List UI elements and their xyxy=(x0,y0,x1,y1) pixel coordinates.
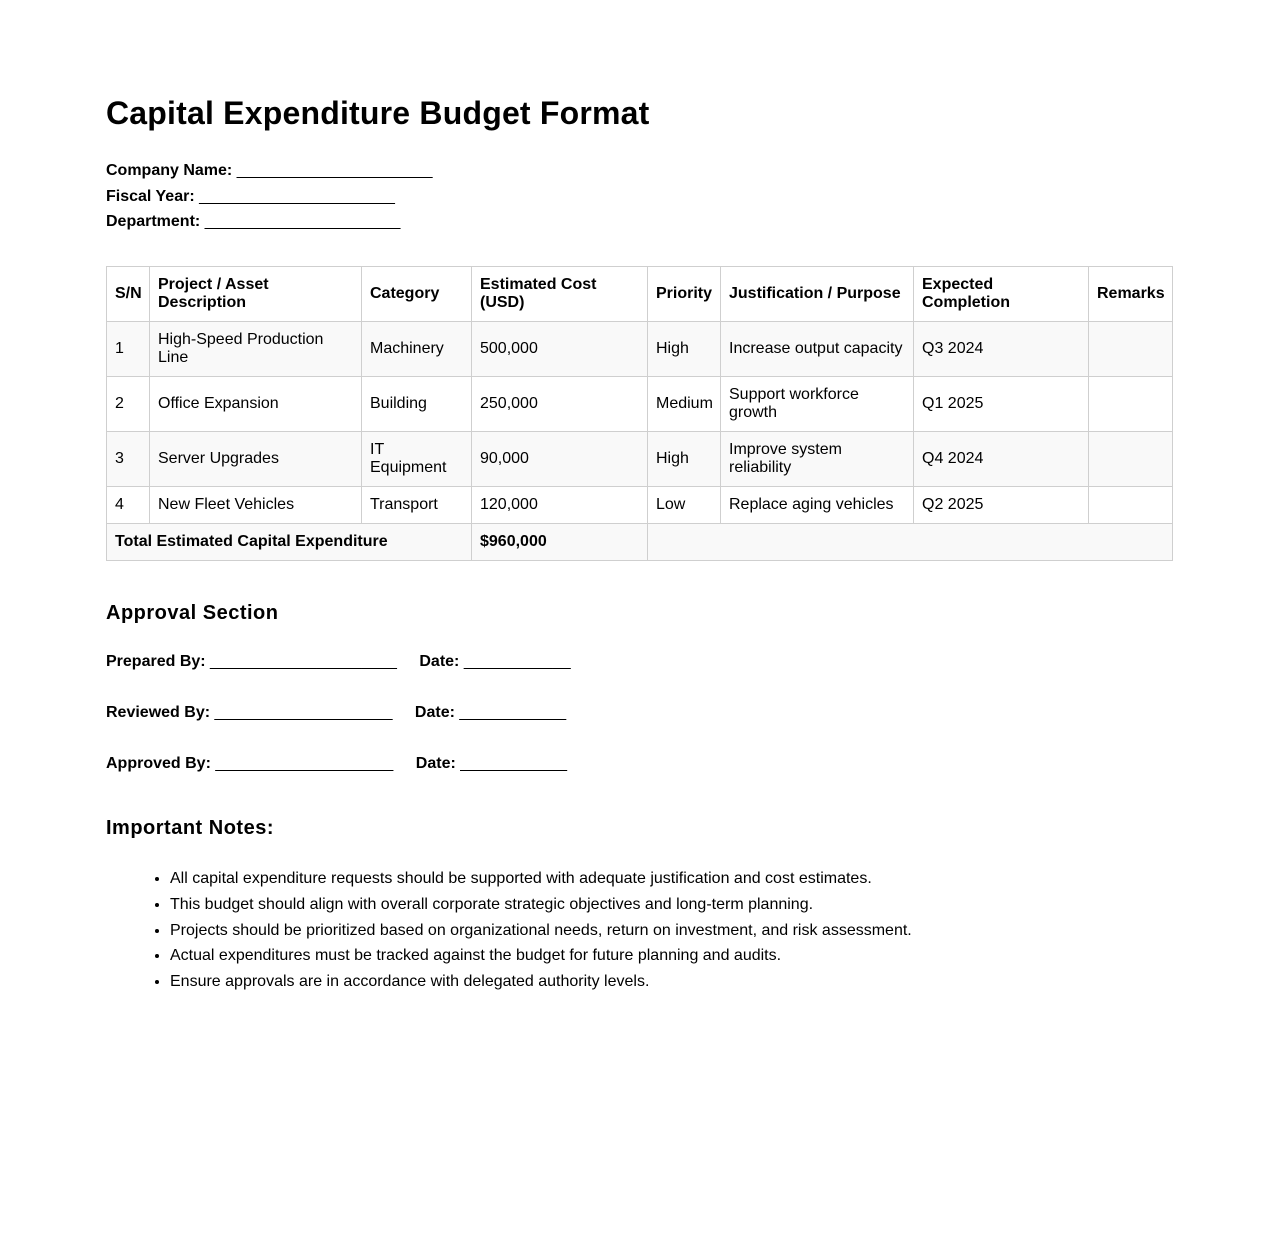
department-label: Department: xyxy=(106,213,201,230)
column-header-remarks: Remarks xyxy=(1089,267,1173,322)
table-row xyxy=(107,322,1173,377)
list-item: • Ensure approvals are in accordance with delegated authority levels. xyxy=(170,969,912,995)
cell-sn: 2 xyxy=(107,377,150,432)
company-name-field xyxy=(106,161,432,187)
cell-description: High-Speed Production Line xyxy=(150,322,362,377)
cell-completion: Q1 2025 xyxy=(914,377,1089,432)
department-blank: ______________________ xyxy=(204,213,401,230)
column-header-description: Project / Asset Description xyxy=(150,267,362,322)
cell-description: Server Upgrades xyxy=(150,432,362,487)
column-header-category: Category xyxy=(362,267,472,322)
total-label: Total Estimated Capital Expenditure xyxy=(107,524,472,561)
cell-cost: 500,000 xyxy=(472,322,648,377)
cell-sn: 1 xyxy=(107,322,150,377)
reviewed-by-row xyxy=(106,703,566,723)
prepared-date-blank: ____________ xyxy=(463,653,571,670)
fiscal-year-label: Fiscal Year: xyxy=(106,187,195,205)
fiscal-year-field xyxy=(106,187,432,213)
department-field xyxy=(106,212,432,238)
cell-cost: 90,000 xyxy=(472,432,648,487)
cell-remarks xyxy=(1089,432,1173,487)
notes-list xyxy=(106,866,912,995)
column-header-sn: S/N xyxy=(107,267,150,322)
important-notes-heading: Important Notes: xyxy=(106,817,274,839)
reviewed-by-blank: ____________________ xyxy=(214,704,393,721)
total-blank-cell xyxy=(648,524,1173,561)
cell-priority: High xyxy=(648,432,721,487)
cell-completion: Q2 2025 xyxy=(914,487,1089,524)
cell-justification: Support workforce growth xyxy=(721,377,914,432)
column-header-justification: Justification / Purpose xyxy=(721,267,914,322)
cell-remarks xyxy=(1089,377,1173,432)
company-name-blank: ______________________ xyxy=(236,162,433,179)
column-header-cost: Estimated Cost (USD) xyxy=(472,267,648,322)
approved-date-label: Date: xyxy=(415,755,456,772)
cell-priority: Medium xyxy=(648,377,721,432)
reviewed-date-label: Date: xyxy=(414,704,455,721)
table-total-row xyxy=(107,524,1173,561)
prepared-date-label: Date: xyxy=(419,653,460,670)
cell-category: Machinery xyxy=(362,322,472,377)
fiscal-year-blank: ______________________ xyxy=(199,187,395,205)
approval-section-heading: Approval Section xyxy=(106,602,279,624)
page-title: Capital Expenditure Budget Format xyxy=(106,95,650,131)
cell-category: Building xyxy=(362,377,472,432)
approved-by-blank: ____________________ xyxy=(215,755,394,772)
table-row xyxy=(107,377,1173,432)
cell-justification: Replace aging vehicles xyxy=(721,487,914,524)
table-row xyxy=(107,487,1173,524)
cell-priority: High xyxy=(648,322,721,377)
total-value: $960,000 xyxy=(472,524,648,561)
cell-remarks xyxy=(1089,322,1173,377)
cell-description: New Fleet Vehicles xyxy=(150,487,362,524)
cell-sn: 3 xyxy=(107,432,150,487)
cell-completion: Q4 2024 xyxy=(914,432,1089,487)
cell-justification: Improve system reliability xyxy=(721,432,914,487)
prepared-by-row xyxy=(106,652,571,672)
approved-by-label: Approved By: xyxy=(106,755,211,772)
cell-description: Office Expansion xyxy=(150,377,362,432)
cell-completion: Q3 2024 xyxy=(914,322,1089,377)
company-name-label: Company Name: xyxy=(106,162,233,179)
cell-cost: 120,000 xyxy=(472,487,648,524)
table-header-row xyxy=(107,267,1173,322)
cell-priority: Low xyxy=(648,487,721,524)
list-item: • All capital expenditure requests should be supported with adequate justification and cost estimates. xyxy=(170,866,912,892)
approved-date-blank: ____________ xyxy=(460,755,568,772)
reviewed-by-label: Reviewed By: xyxy=(106,704,211,721)
table-row xyxy=(107,432,1173,487)
column-header-completion: Expected Completion xyxy=(914,267,1089,322)
cell-sn: 4 xyxy=(107,487,150,524)
prepared-by-blank: _____________________ xyxy=(210,653,397,670)
prepared-by-label: Prepared By: xyxy=(106,653,206,670)
list-item: • Projects should be prioritized based on organizational needs, return on investment, and risk assessment. xyxy=(170,918,912,944)
budget-table xyxy=(106,266,1173,561)
cell-remarks xyxy=(1089,487,1173,524)
cell-cost: 250,000 xyxy=(472,377,648,432)
approved-by-row xyxy=(106,754,567,774)
column-header-priority: Priority xyxy=(648,267,721,322)
cell-justification: Increase output capacity xyxy=(721,322,914,377)
cell-category: IT Equipment xyxy=(362,432,472,487)
list-item: • This budget should align with overall corporate strategic objectives and long-term planning. xyxy=(170,892,912,918)
header-fields xyxy=(106,161,432,238)
reviewed-date-blank: ____________ xyxy=(459,704,567,721)
cell-category: Transport xyxy=(362,487,472,524)
list-item: • Actual expenditures must be tracked against the budget for future planning and audits. xyxy=(170,943,912,969)
